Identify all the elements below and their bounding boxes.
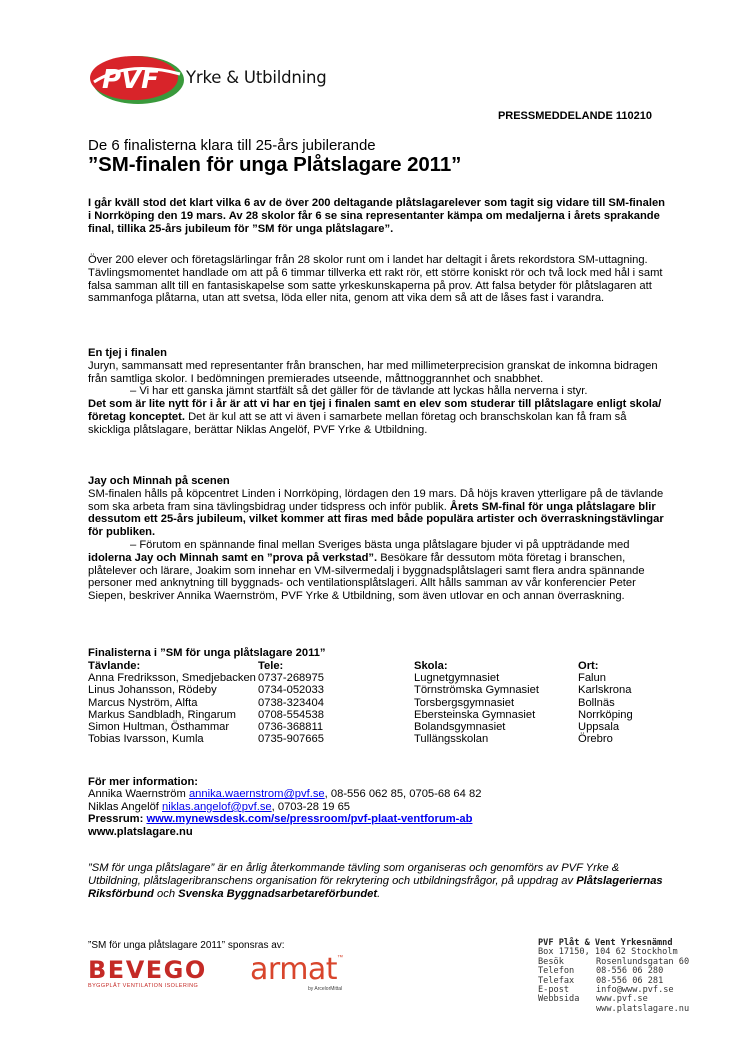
intro-paragraph: Över 200 elever och företagslärlingar från 28 skolor runt om i landet har deltagit i årets rekordstora SM-uttagning. Tävlingsmomentet handlade om att på 6 timmar tillverka ett rakt rör, ett större koniskt rör och två lock med hål i samt falsa samman allt till en fantasiskapelse som satte yrkeskunskaperna på prov. Att falsa betyder för plåtslagaren att sammanfoga plåtarna, utan att svetsa, löda eller nita, genom att vika dem så att de låses fast i varandra.	[88, 254, 663, 305]
column-header: Tele:	[258, 660, 284, 672]
bevego-logo	[88, 958, 207, 989]
quote-continued: Det som är lite nytt för i år är att vi har en tjej i finalen samt en elev som studerar till plåtslagare enligt skola/ företag konceptet. Det är kul att se att vi även i samarbete mellan företag och branschskolan kan få fram så skickliga plåtslagare, berättar Niklas Angelöf, PVF Yrke & Utbildning.	[88, 398, 662, 436]
contact-row: Telefon 08-556 06 280	[538, 966, 664, 977]
email-link-niklas[interactable]: niklas.angelof@pvf.se	[162, 800, 272, 813]
armat-byline: by ArcelorMittal	[308, 986, 343, 992]
contact-row: Telefax 08-556 06 281	[538, 975, 664, 986]
pressroom-link[interactable]: www.mynewsdesk.com/se/pressroom/pvf-plaat-ventforum-ab	[146, 813, 473, 826]
column-phone	[258, 660, 324, 745]
table-cell: Marcus Nyström, Alfta	[88, 696, 198, 709]
page-title: ”SM-finalen för unga Plåtslagare 2011”	[88, 153, 462, 176]
table-cell: 0735-907665	[258, 733, 324, 746]
quote: – Vi har ett ganska jämnt startfält så det gäller för de tävlande att lyckas hålla nerverna i styr.	[130, 385, 588, 398]
table-cell: Tullängsskolan	[414, 733, 489, 746]
table-cell: 0737-268975	[258, 672, 324, 685]
contact-row: Besök Rosenlundsgatan 60	[538, 956, 690, 967]
column-header: Skola:	[414, 660, 448, 672]
column-school	[414, 660, 539, 745]
table-cell: Bollnäs	[578, 696, 615, 709]
section-heading: Jay och Minnah på scenen	[88, 475, 230, 487]
section-jay-minnah	[88, 475, 668, 603]
table-cell: 0708-554538	[258, 708, 324, 721]
logo-wordmark: Yrke & Utbildning	[186, 68, 327, 87]
sponsor-lead: ”SM för unga plåtslagare 2011” sponsras av:	[88, 940, 285, 951]
table-cell: Törnströmska Gymnasiet	[414, 684, 539, 697]
website: www.platslagare.nu	[88, 825, 193, 838]
column-header: Ort:	[578, 660, 599, 672]
contact-niklas: Niklas Angelöf niklas.angelof@pvf.se, 0703-28 19 65	[88, 800, 351, 813]
table-cell: Tobias Ivarsson, Kumla	[88, 733, 204, 746]
table-cell: Linus Johansson, Rödeby	[88, 684, 217, 697]
table-cell: Karlskrona	[578, 684, 632, 697]
bevego-wordmark: BEVEGO	[88, 956, 207, 984]
section-body: SM-finalen hålls på köpcentret Linden i Norrköping, lördagen den 19 mars. Då höjs kraven ytterligare på de tävlande som ska arbeta fram sina tävlingsbidrag under tidspress och inför publik. Årets SM-final för unga plåtslagare blir dessutom ett 25-års jubileum, vilket kommer att firas med både populära artister och överraskningstävlingar för publiken.	[88, 487, 664, 539]
section-body: Juryn, sammansatt med representanter från branschen, har med millimeterprecision granskat de inkomna bidragen från samtliga skolor. I bedömningen premierades utseende, måttnoggrannhet och snabbhet.	[88, 359, 658, 385]
table-cell: Markus Sandbladh, Ringarum	[88, 708, 236, 721]
email-link-annika[interactable]: annika.waernstrom@pvf.se	[188, 788, 325, 801]
column-header: Tävlande:	[88, 660, 141, 672]
contact-annika: Annika Waernström annika.waernstrom@pvf.se, 08-556 062 85, 0705-68 64 82	[88, 788, 482, 801]
table-cell: Uppsala	[578, 720, 620, 733]
table-cell: Ebersteinska Gymnasiet	[414, 708, 536, 721]
more-info	[88, 776, 481, 838]
lead-paragraph: I går kväll stod det klart vilka 6 av de över 200 deltagande plåtslagarelever som tagit sig vidare till SM-finalen i Norrköping den 19 mars. Av 28 skolor får 6 se sina representanter kämpa om medaljerna i årets sprakande final, tillika 25-års jubileum för ”SM för unga plåtslagare”.	[88, 197, 665, 235]
column-contestant	[88, 660, 256, 745]
table-cell: Simon Hultman, Östhammar	[88, 720, 230, 733]
section-heading: En tjej i finalen	[88, 347, 167, 359]
armat-trademark: ™	[337, 955, 344, 961]
armat-wordmark: armat	[250, 952, 338, 987]
table-cell: Lugnetgymnasiet	[414, 672, 500, 685]
contact-row: www.platslagare.nu	[596, 1003, 690, 1014]
table-cell: Norrköping	[578, 708, 633, 721]
table-cell: Örebro	[578, 733, 613, 746]
about-paragraph: ”SM för unga plåtslagare” är en årlig återkommande tävling som organiseras och genomförs av PVF Yrke & Utbildning, plåtslageribranschens organisation för rekrytering och utbildningsfrågor, på uppdrag av Plåtslageriernas Riksförbund och Svenska Byggnadsarbetareförbundet.	[88, 862, 663, 900]
contact-row: E-post info@www.pvf.se	[538, 984, 674, 995]
press-release-label: PRESSMEDDELANDE 110210	[497, 110, 652, 122]
section-tjej	[88, 347, 668, 437]
pvf-logo-mark-icon	[88, 52, 188, 107]
svg-text:PVF: PVF	[102, 65, 159, 95]
quote: – Förutom en spännande final mellan Sveriges bästa unga plåtslagare bjuder vi på uppträdande med idolerna Jay och Minnah samt en ”prova på verkstad”. Besökare får dessutom möta företag i branschen, plåtelever och lärare, Joakim som innehar en VM-silvermedalj i byggnadsplåtslageri samt flera andra spännande personer med anknytning till byggnads- och ventilationsplåtslageri. Allt hålls samman av vår konferencier Peter Siepen, beskriver Annika Waernström, PVF Yrke & Utbildning, som även utlovar en och annan överraskning.	[88, 538, 645, 603]
armat-logo	[250, 952, 344, 992]
pressroom: Pressrum: www.mynewsdesk.com/se/pressroom/pvf-plaat-ventforum-ab	[88, 813, 473, 826]
bevego-tagline: BYGGPLÅT VENTILATION ISOLERING	[88, 983, 199, 989]
org-name: PVF Plåt & Vent Yrkesnämnd	[538, 938, 673, 948]
subheading: De 6 finalisterna klara till 25-års jubilerande	[88, 137, 376, 154]
org-address: Box 17150, 104 62 Stockholm	[538, 947, 678, 958]
table-cell: 0736-368811	[258, 720, 324, 733]
table-cell: Torsbergsgymnasiet	[414, 696, 515, 709]
contact-block	[538, 939, 689, 1014]
contact-row: Webbsida www.pvf.se	[538, 994, 648, 1005]
table-cell: Falun	[578, 672, 606, 685]
table-cell: 0734-052033	[258, 684, 324, 697]
table-cell: Bolandsgymnasiet	[414, 720, 506, 733]
finalists-heading: Finalisterna i ”SM för unga plåtslagare 2011”	[88, 647, 326, 659]
table-cell: 0738-323404	[258, 696, 324, 709]
column-city	[578, 660, 633, 745]
more-info-heading: För mer information:	[88, 776, 199, 788]
table-cell: Anna Fredriksson, Smedjebacken	[88, 672, 256, 685]
